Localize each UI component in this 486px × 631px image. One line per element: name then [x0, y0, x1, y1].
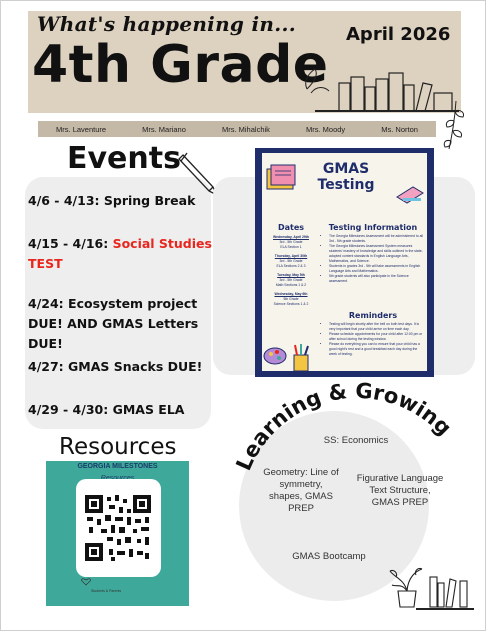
date-line: Science Sections 1 & 2: [273, 302, 309, 306]
events-heading: Events: [67, 141, 181, 176]
topic-item: Figurative Language Text Structure, GMAS PREP: [356, 473, 444, 508]
date-line: 5th Grade: [283, 297, 299, 301]
event-item: [28, 294, 218, 354]
month-label: April 2026: [346, 24, 451, 45]
resources-caption: Students & Parents: [91, 589, 122, 593]
learning-heading: [229, 377, 469, 477]
grade-title: 4th Grade: [32, 35, 329, 95]
date-line: Thursday, April 30th: [274, 254, 308, 258]
date-line: ELA Section 1: [280, 245, 302, 249]
eraser-icon: [393, 183, 427, 205]
poster-dates-section: [264, 223, 318, 341]
info-line: • The Georgia Milestones Assessment System measures students' mastery of knowledge and skills outlined in the state-adopted content standards in English Language Arts, Mathematics, and Science.: [329, 244, 425, 264]
teacher-name: Mrs. Mariano: [142, 124, 186, 134]
info-line: • Students in grades 3rd - 5th will take assessments in English Language Arts and Mathematics.: [329, 264, 425, 274]
date-line: Math Sections 1 & 2: [275, 283, 307, 287]
event-date: 4/15 - 4/16:: [28, 236, 109, 251]
header-kicker: What's happening in...: [37, 12, 296, 36]
notebook-icon: [263, 161, 299, 197]
date-line: Tuesday, May 5th: [277, 273, 305, 277]
event-accent-text: Social Studies TEST: [28, 236, 212, 271]
poster-info-section: [321, 223, 425, 307]
date-line: Wednesday, May 6th: [274, 292, 308, 296]
reminder-line: • Please do everything you can to ensure that your child has a good night's rest and a good breakfast each day during the week of testing.: [329, 342, 425, 357]
teacher-name: Mrs. Laventure: [56, 124, 107, 134]
date-line: 3rd - 5th Grade: [279, 240, 303, 244]
poster-title: GMAS Testing: [317, 161, 375, 193]
event-text: GMAS Snacks DUE!: [68, 359, 203, 374]
dates-heading: Dates: [277, 223, 305, 232]
event-date: 4/27:: [28, 359, 64, 374]
topic-item: GMAS Bootcamp: [292, 551, 366, 562]
plant-bookshelf-illustration: [386, 541, 476, 613]
topic-item: SS: Economics: [323, 435, 389, 446]
event-text: GMAS ELA: [112, 402, 185, 417]
reminder-line: • Testing will begin shortly after the bell on both test days. It is very important that your child arrive on time each day.: [329, 322, 425, 332]
info-heading: Testing Information: [328, 223, 418, 232]
like-heart-icon: [81, 578, 91, 586]
resources-heading: Resources: [59, 434, 177, 460]
event-item: [28, 357, 218, 377]
info-line: • 5th grade students will also participate in the Science assessment.: [329, 274, 425, 284]
pencil-cup-icon: [286, 343, 316, 373]
event-item: [28, 400, 218, 420]
date-line: 3rd - 5th Grade: [279, 278, 303, 282]
event-date: 4/29 - 4/30:: [28, 402, 109, 417]
poster-reminders-section: [321, 311, 425, 371]
qr-code-icon[interactable]: [83, 493, 153, 563]
topic-item: Geometry: Line of symmetry, shapes, GMAS PREP: [263, 467, 339, 514]
hanging-leaves-icon: [441, 101, 471, 151]
svg-text:Learning & Growing: [231, 379, 456, 474]
event-text: Ecosystem project DUE! AND GMAS Letters DUE!: [28, 296, 199, 351]
teacher-name: Mrs. Moody: [306, 124, 346, 134]
date-line: 3rd - 5th Grade: [279, 259, 303, 263]
event-item: [28, 234, 218, 274]
info-line: • The Georgia Milestones Assessment will be administered to all 3rd - 5th grade students.: [329, 234, 425, 244]
resources-brand: GEORGIA MILESTONES: [77, 463, 158, 470]
event-date: 4/24:: [28, 296, 64, 311]
event-date: 4/6 - 4/13:: [28, 193, 100, 208]
date-line: ELA Sections 2 & 3: [276, 264, 306, 268]
reminder-line: • Please schedule appointments for your child after 12:00 pm or after school during the testing window.: [329, 332, 425, 342]
reminders-heading: Reminders: [348, 311, 398, 320]
teacher-name: Mrs. Mihalchik: [221, 124, 270, 134]
bookshelf-illustration: [301, 49, 461, 113]
learning-title-text: Learning & Growing: [231, 378, 457, 475]
paint-palette-icon: [263, 346, 287, 366]
event-text: Spring Break: [103, 193, 196, 208]
event-item: [28, 191, 218, 211]
teacher-name: Ms. Norton: [381, 124, 418, 134]
teachers-bar: [38, 121, 436, 137]
date-line: Wednesday, April 29th: [273, 235, 309, 239]
